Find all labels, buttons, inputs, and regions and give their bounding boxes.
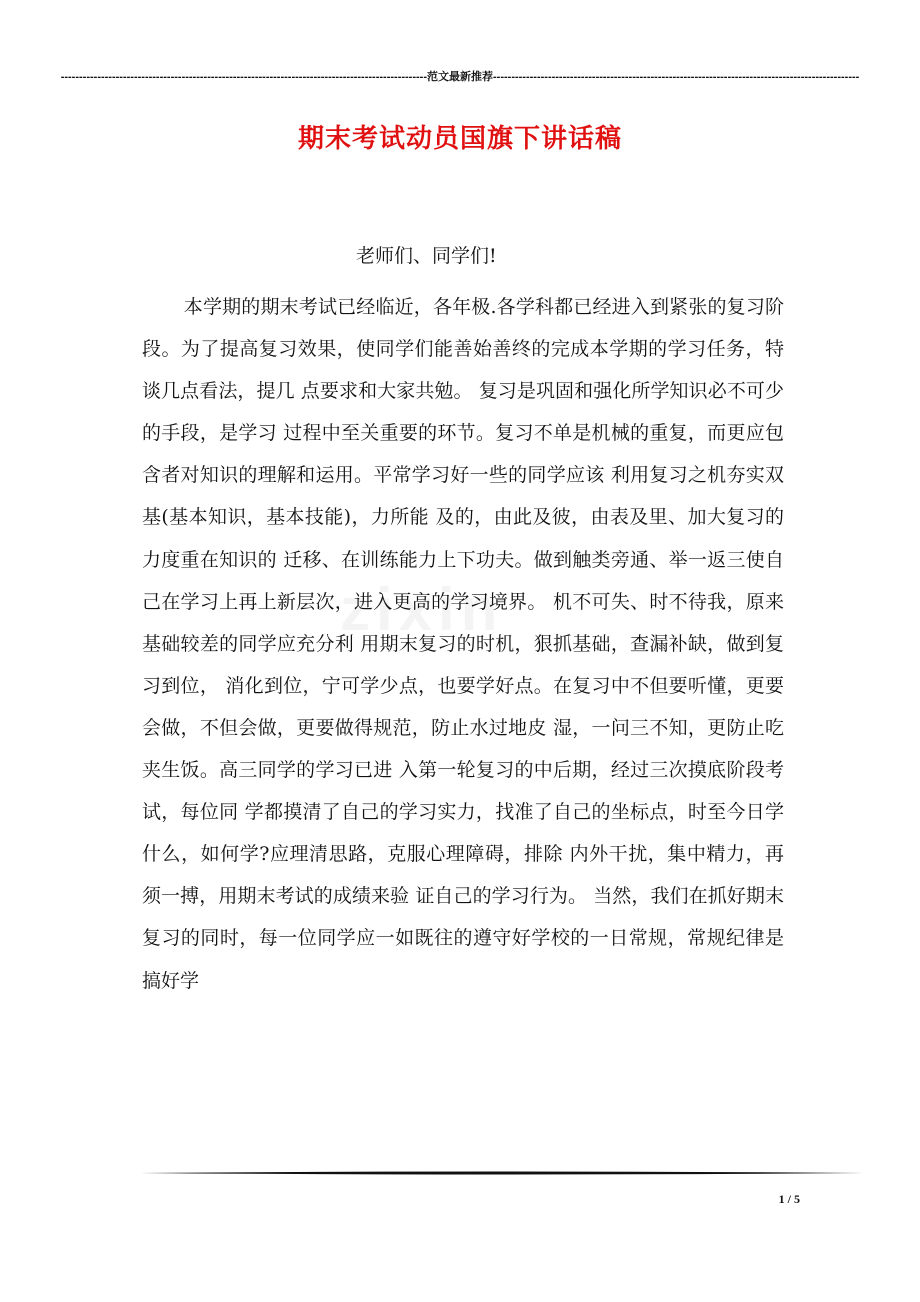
header-label: 范文最新推荐 xyxy=(427,71,493,83)
footer-divider xyxy=(140,1171,864,1175)
header-dash-right: ---------------------------------------------------------------------------------------------------- xyxy=(493,71,860,83)
page-header xyxy=(60,67,860,87)
greeting: 老师们、同学们! xyxy=(356,245,497,267)
header-dash-left: ---------------------------------------------------------------------------------------------------- xyxy=(60,71,427,83)
body-text xyxy=(142,286,784,1002)
document-title: 期末考试动员国旗下讲话稿 xyxy=(297,124,622,154)
body-paragraph: 本学期的期末考试已经临近，各年极.各学科都已经进入到紧张的复习阶段。为了提高复习效果，使同学们能善始善终的完成本学期的学习任务，特谈几点看法，提几 点要求和大家共勉。 复习是巩固和强化所学知识必不可少的手段，是学习 过程中至关重要的环节。复习不单是机械的重复，而更应包含者对知识的理解和运用。平常学习好一些的同学应该 利用复习之机夯实双基(基本知识，基本技能)，力所能 及的，由此及彼，由表及里、加大复习的力度重在知识的 迁移、在训练能力上下功夫。做到触类旁通、举一返三使自己在学习上再上新层次，进入更高的学习境界。 机不可失、时不待我，原来基础较差的同学应充分利 用期末复习的时机，狠抓基础，查漏补缺，做到复习到位， 消化到位，宁可学少点，也要学好点。在复习中不但要听懂，更要会做，不但会做，更要做得规范，防止水过地皮 湿，一问三不知，更防止吃夹生饭。高三同学的学习已进 入第一轮复习的中后期，经过三次摸底阶段考试，每位同 学都摸清了自己的学习实力，找准了自己的坐标点，时至今日学什么，如何学?应理清思路，克服心理障碍，排除 内外干扰，集中精力，再须一搏，用期末考试的成绩来验 证自己的学习行为。 当然，我们在抓好期末复习的同时，每一位同学应一如既往的遵守好学校的一日常规，常规纪律是搞好学 xyxy=(142,296,784,992)
page-number: 1 / 5 xyxy=(778,1192,800,1206)
